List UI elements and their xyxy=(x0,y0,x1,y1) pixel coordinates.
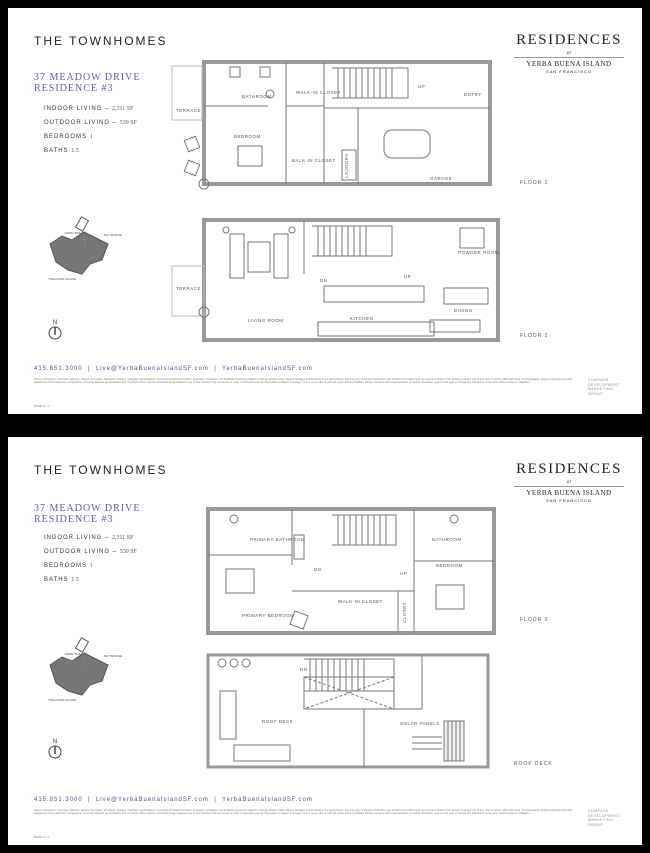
floor-1-plan xyxy=(168,58,498,190)
address xyxy=(34,503,140,525)
contact-web[interactable]: YerbaBuenaIslandSF.com xyxy=(222,366,313,372)
room-label: GARAGE xyxy=(430,176,453,181)
spec-label: BEDROOMS xyxy=(44,134,88,140)
room-label: LAUNDRY xyxy=(344,153,349,178)
compass xyxy=(48,320,62,345)
floor-3-plan xyxy=(204,505,504,637)
map-label: TREASURE ISLAND xyxy=(48,698,77,702)
spec-label: INDOOR LIVING xyxy=(44,106,103,112)
spec-value: 1.5 xyxy=(71,148,79,154)
spec-label: OUTDOOR LIVING xyxy=(44,120,111,126)
brand-logo xyxy=(514,461,624,503)
room-label: UP xyxy=(418,84,426,89)
contact-web[interactable]: YerbaBuenaIslandSF.com xyxy=(222,797,313,803)
brand-at: AT xyxy=(566,479,572,484)
address-line-2: RESIDENCE #3 xyxy=(34,514,114,525)
room-label: UP xyxy=(404,274,412,279)
spec-value: 1 xyxy=(89,134,93,140)
room-label: BATHROOM xyxy=(242,94,272,99)
spec-item xyxy=(44,559,137,573)
contact-phone: 415.851.3000 xyxy=(34,797,83,803)
spec-value: 2,311 SF xyxy=(112,106,134,112)
room-label: DN xyxy=(320,278,328,283)
room-label: KITCHEN xyxy=(350,316,374,321)
spec-item xyxy=(44,573,137,587)
separator: | xyxy=(88,797,91,803)
contact-email[interactable]: Live@YerbaBuenaIslandSF.com xyxy=(95,797,209,803)
compass-icon xyxy=(48,326,62,340)
spec-value: 1 xyxy=(89,563,93,569)
contact-phone: 415.851.3000 xyxy=(34,366,83,372)
floor-label: FLOOR 2 xyxy=(520,333,549,339)
room-label: WALK-IN CLOSET xyxy=(296,90,341,95)
room-label: SOLAR PANELS xyxy=(400,721,440,726)
room-label: DN xyxy=(314,567,322,572)
room-label: BEDROOM xyxy=(234,134,261,139)
spec-item: INDOOR LIVING – 2,311 SF xyxy=(44,106,134,112)
spec-item xyxy=(44,144,137,158)
island-map xyxy=(42,214,132,284)
room-label: PRIMARY BATHROOM xyxy=(250,537,306,542)
spec-label: BATHS xyxy=(44,577,69,583)
room-label: DINING xyxy=(454,308,473,313)
brand-at: AT xyxy=(566,50,572,55)
spec-label: INDOOR LIVING xyxy=(44,535,103,541)
page-title: THE TOWNHOMES xyxy=(34,463,168,477)
spec-value: 539 SF xyxy=(119,120,137,126)
spec-label: BEDROOMS xyxy=(44,563,88,569)
compass-north-label: N xyxy=(52,320,58,326)
floor-label: FLOOR 3 xyxy=(520,617,549,623)
separator: | xyxy=(214,366,217,372)
brand-city: SAN FRANCISCO xyxy=(546,69,592,74)
compass xyxy=(48,739,62,764)
separator: | xyxy=(88,366,91,372)
room-label: BEDROOM xyxy=(436,563,463,568)
contact-line xyxy=(34,366,313,372)
address-line-1: 37 MEADOW DRIVE xyxy=(34,72,141,83)
room-label: TERRACE xyxy=(176,286,202,291)
spec-item xyxy=(44,130,137,144)
spec-item: OUTDOOR LIVING – 539 SF xyxy=(44,120,137,126)
footer-logo: COMPASS DEVELOPMENT MARKETING GROUP xyxy=(588,378,620,396)
floor-2-plan xyxy=(168,216,508,346)
room-label: BALK-IN CLOSET xyxy=(292,158,336,163)
map-label: TREASURE ISLAND xyxy=(48,277,77,281)
room-label: UP xyxy=(400,571,408,576)
floor-label: FLOOR 1 xyxy=(520,180,549,186)
roof-deck-plan xyxy=(204,651,494,771)
map-label: BAY BRIDGE xyxy=(104,233,123,237)
spec-item: OUTDOOR LIVING – 539 SF xyxy=(44,549,137,555)
spec-item: INDOOR LIVING – 2,311 SF xyxy=(44,535,134,541)
brand-project: YERBA BUENA ISLAND xyxy=(514,486,624,497)
address-line-2: RESIDENCE #3 xyxy=(34,83,114,94)
room-label: ROOF DECK xyxy=(262,719,294,724)
room-label: BATHROOM xyxy=(432,537,462,542)
address xyxy=(34,72,140,94)
address-line-1: 37 MEADOW DRIVE xyxy=(34,503,141,514)
contact-email[interactable]: Live@YerbaBuenaIslandSF.com xyxy=(95,366,209,372)
page-number: PAGE 4 / 4 xyxy=(34,835,49,839)
separator: | xyxy=(214,797,217,803)
spec-list xyxy=(44,531,137,587)
brand-city: SAN FRANCISCO xyxy=(546,498,592,503)
floor-label: ROOF DECK xyxy=(514,761,553,767)
map-label: YERBA BUENA xyxy=(64,652,86,656)
room-label: PRIMARY BEDROOM xyxy=(242,613,295,618)
room-label: CLOSET xyxy=(402,601,407,623)
room-label: WALK-IN CLOSET xyxy=(338,599,383,604)
map-label: YERBA BUENA xyxy=(64,231,86,235)
spec-label: OUTDOOR LIVING xyxy=(44,549,111,555)
brand-name: RESIDENCES xyxy=(516,461,622,477)
compass-north-label: N xyxy=(52,739,58,745)
room-label: ENTRY xyxy=(464,92,482,97)
brochure-page-2 xyxy=(8,437,642,845)
spec-value: 1.5 xyxy=(71,577,79,583)
spec-value: 539 SF xyxy=(119,549,137,555)
island-map xyxy=(42,635,132,705)
disclaimer: Prices, promotions, incentives, features, options, floor plans, elevations, designs, materials, specifications, community development plans, amenities, schedules, and available homes are subject to change without notice. Square footages and dimensions are approximate, and may vary in actual construction, and should not be relied upon as a representation of the actual or precise size of any room or space within the home. All photographs, artists renderings and other depictions of the residences, components, and other features are illustrative only. Furniture, decor, fixtures, and other design features may not be included. The community is under construction and the information is subject to change. This is not an offer to sell real estate where prohibited. Please consult a sales representative for details. Developer reserves the right to change any information at any time without notice or obligation. xyxy=(34,378,573,385)
room-label: POWDER ROOM xyxy=(458,250,499,255)
brochure-page-1 xyxy=(8,8,642,414)
page-title: THE TOWNHOMES xyxy=(34,34,168,48)
spec-value: 2,311 SF xyxy=(112,535,134,541)
map-label: BAY BRIDGE xyxy=(104,654,123,658)
room-label: TERRACE xyxy=(176,108,202,113)
spec-list xyxy=(44,102,137,158)
spec-label: BATHS xyxy=(44,148,69,154)
brand-logo xyxy=(514,32,624,74)
footer-logo: COMPASS DEVELOPMENT MARKETING GROUP xyxy=(588,809,620,827)
brand-name: RESIDENCES xyxy=(516,32,622,48)
disclaimer: Prices, promotions, incentives, features, options, floor plans, elevations, designs, materials, specifications, community development plans, amenities, schedules, and available homes are subject to change without notice. Square footages and dimensions are approximate, and may vary in actual construction, and should not be relied upon as a representation of the actual or precise size of any room or space within the home. All photographs, artists renderings and other depictions of the residences, components, and other features are illustrative only. Furniture, decor, fixtures, and other design features may not be included. The community is under construction and the information is subject to change. This is not an offer to sell real estate where prohibited. Please consult a sales representative for details. Developer reserves the right to change any information at any time without notice or obligation. xyxy=(34,809,573,816)
page-number: PAGE 3 / 4 xyxy=(34,404,49,408)
brand-project: YERBA BUENA ISLAND xyxy=(514,57,624,68)
compass-icon xyxy=(48,745,62,759)
contact-line xyxy=(34,797,313,803)
room-label: DN xyxy=(300,667,308,672)
room-label: LIVING ROOM xyxy=(248,318,284,323)
